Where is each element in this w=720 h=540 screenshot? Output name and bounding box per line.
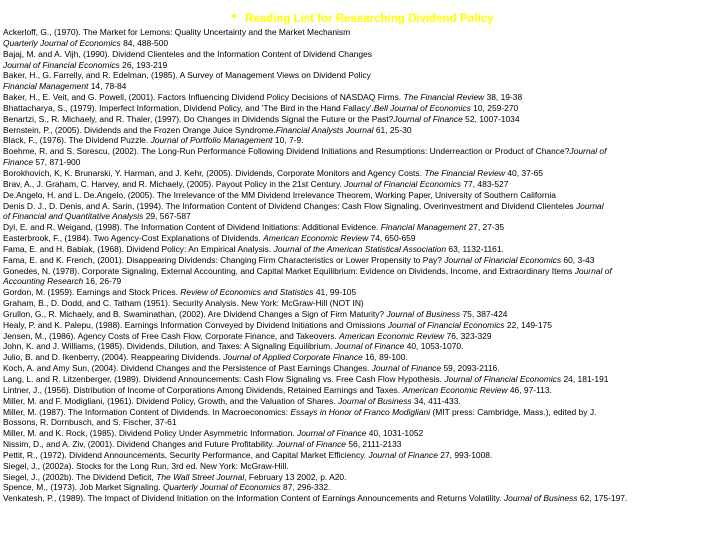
reference-details: 38, 19-38 — [484, 92, 523, 103]
reference-journal: Review of Economics and Statistics — [180, 287, 314, 298]
reference-journal: of Financial and Quantitative Analysis — [3, 211, 144, 222]
reference-details: 40, 37-65 — [504, 167, 543, 178]
reference-line — [3, 396, 720, 407]
reference-line — [3, 309, 720, 320]
reference-text: Baker, H., E. Veit, and G. Powell, (2001). Factors Influencing Dividend Policy Decisions of NASDAQ Firms. — [3, 92, 404, 103]
reference-text: Grullon, G., R. Michaely, and B. Swaminathan, (2002). Are Dividend Changes a Sign of Firm Maturity? — [3, 308, 387, 319]
reference-line — [3, 146, 720, 157]
reference-details: 87, 296-332. — [280, 482, 331, 493]
reference-journal: Journal of — [569, 146, 607, 157]
reference-line — [3, 201, 720, 212]
reference-line — [3, 287, 720, 298]
reference-line — [3, 168, 720, 179]
reference-text: Gordon, M. (1959). Earnings and Stock Prices. — [3, 287, 181, 298]
reference-journal: Journal of Applied Corporate Finance — [223, 352, 363, 363]
reference-text: Healy, P. and K. Palepu, (1988). Earnings Information Conveyed by Dividend Initiations and Omissions — [3, 319, 388, 330]
reference-journal: Financial Management — [3, 81, 89, 92]
reference-journal: American Economic Review — [402, 384, 508, 395]
reference-line — [3, 331, 720, 342]
reference-line — [3, 190, 720, 201]
reference-details: 77, 483-527 — [461, 178, 509, 189]
title-row — [0, 11, 720, 27]
reference-text: Bajaj, M. and A. Vijh, (1990). Dividend Clienteles and the Information Content of Dividend Changes — [3, 48, 372, 59]
reference-text: Lintner, J., (1956). Distribution of Income of Corporations Among Dividends, Retained Earnings and Taxes. — [3, 384, 403, 395]
reference-text: Dyl, E. and R. Weigand, (1998). The Information Content of Dividend Initiations: Additional Evidence. — [3, 222, 381, 233]
reference-journal: Finance — [3, 157, 34, 168]
reference-details: 56, 2111-2133 — [345, 439, 402, 450]
reference-journal: Journal of the American Statistical Association — [273, 243, 447, 254]
reference-text: Miller, M. and F. Modigliani, (1961). Dividend Policy, Growth, and the Valuation of Shares. — [3, 395, 339, 406]
reference-journal: American Economic Review — [263, 233, 369, 244]
reference-details: 24, 181-191 — [561, 374, 609, 384]
reference-details: 61, 25-30 — [373, 124, 412, 135]
reference-details: 63, 1132-1161. — [446, 243, 504, 254]
reference-line — [3, 27, 720, 38]
reference-line — [3, 439, 720, 450]
reference-details: 10, 259-270 — [470, 102, 519, 113]
reference-journal: Journal of Business — [386, 308, 461, 319]
reference-details: (MIT press: Cambridge, Mass.), edited by J. — [430, 406, 597, 417]
reference-text: Miller, M. (1987). The Information Content of Dividends. In Macroeconomics: — [3, 406, 291, 417]
reference-details: 52, 1007-1034 — [462, 113, 520, 124]
reference-text: Julio, B. and D. Ikenberry, (2004). Reappearing Dividends. — [3, 352, 224, 363]
page-title: Reading List for Researching Dividend Policy — [245, 13, 494, 25]
reference-line — [3, 135, 720, 146]
reference-text: Siegel, J., (2002a). Stocks for the Long Run, 3rd ed. New York: McGraw-Hill. — [3, 460, 289, 471]
reference-text: De.Angelo, H. and L. De.Angelo, (2005). The Irrelevance of the MM Dividend Irrelevance Theorem, Working Paper, University of Southern California — [3, 189, 556, 200]
reference-journal: Journal of Finance — [368, 449, 438, 460]
reference-list — [3, 27, 720, 504]
reference-details: 29, 567-587 — [143, 211, 191, 222]
reference-text: Pettit, R., (1972). Dividend Announcements, Security Performance, and Capital Market Efficiency. — [3, 449, 369, 460]
reference-line — [3, 92, 720, 103]
reference-text: Gonedes, N. (1978). Corporate Signaling, External Accounting, and Capital Market Equilibrium: Evidence on Dividends, Income, and Extraordinary Items — [3, 265, 575, 276]
reference-line — [3, 38, 720, 49]
reference-details: 26, 193-219 — [119, 59, 168, 70]
reference-journal: Journal of Financial Economics — [344, 178, 462, 189]
reference-details: 62, 175-197. — [577, 493, 628, 504]
reference-line — [3, 125, 720, 136]
reference-text: Brav, A., J. Graham, C. Harvey, and R. Michaely, (2005). Payout Policy in the 21st Century. — [3, 178, 345, 189]
reference-journal: Journal of Finance — [393, 113, 463, 124]
reference-text: Nissim, D., and A. Ziv, (2001). Dividend Changes and Future Profitability. — [3, 439, 277, 450]
reference-journal: The Financial Review — [424, 167, 505, 178]
reference-details: 16, 89-100. — [362, 352, 408, 363]
reference-text: Siegel, J., (2002b). The Dividend Deficit, — [3, 471, 157, 482]
reference-line — [3, 428, 720, 439]
reference-text: Bhattacharya, S., (1979). Imperfect Information, Dividend Policy, and 'The Bird in the Hand Fallacy'. — [3, 102, 374, 113]
reference-line — [3, 179, 720, 190]
reference-text: Boehme, R. and S. Sorescu, (2002). The Long-Run Performance Following Dividend Initiations and Resumptions: Underreaction or Product of Chance? — [3, 146, 570, 157]
reference-details: 75, 387-424 — [460, 308, 508, 319]
reference-journal: Journal of — [574, 265, 612, 276]
reference-text: Bernstein, P., (2005). Dividends and the Frozen Orange Juice Syndrome. — [3, 124, 276, 135]
reference-line — [3, 472, 720, 483]
reference-details: 22, 149-175 — [504, 319, 552, 330]
reference-text: Fama, E. and H. Babiak, (1968). Dividend Policy: An Empirical Analysis. — [3, 243, 274, 254]
reference-journal: Journal of Business — [338, 395, 412, 406]
reference-line — [3, 341, 720, 352]
reference-text: Jensen, M., (1986). Agency Costs of Free Cash Flow, Corporate Finance, and Takeovers. — [3, 330, 340, 341]
reference-line — [3, 233, 720, 244]
reference-details: 46, 97-113. — [507, 384, 552, 395]
reference-journal: American Economic Review — [339, 330, 445, 341]
reference-details: 59, 2093-2116. — [441, 363, 500, 374]
bullet-icon — [232, 14, 236, 18]
reference-line — [3, 298, 720, 309]
reference-line — [3, 374, 720, 385]
reference-journal: Journal of Financial Economics — [3, 59, 120, 70]
reference-journal: Financial Management — [380, 222, 467, 233]
reference-journal: Journal of Business — [503, 493, 578, 504]
reference-line — [3, 417, 720, 428]
reference-line — [3, 255, 720, 266]
reference-journal: Journal of Financial Economics — [444, 374, 562, 384]
reference-details: , February 13 2002, p. A20. — [244, 471, 347, 482]
reference-details: 74, 650-659 — [368, 233, 416, 244]
reference-journal: Journal of Finance — [334, 341, 405, 352]
reference-details: 84, 488-500 — [120, 37, 169, 48]
reference-details: 41, 99-105 — [313, 287, 357, 298]
reference-text: Miller, M. and K. Rock, (1985). Dividend Policy Under Asymmetric Information. — [3, 428, 298, 439]
reference-text: Fama, E. and K. French, (2001). Disappearing Dividends: Changing Firm Characteristics or Lower Propensity to Pay? — [3, 254, 445, 265]
reference-text: Koch, A. and Amy Sun, (2004). Dividend Changes and the Persistence of Past Earnings Changes. — [3, 363, 372, 374]
reference-line — [3, 385, 720, 396]
reference-text: Denis D. J., D. Denis, and A. Sarin, (1994). The Information Content of Dividend Changes: Cash Flow Signaling, Overinvestment and Dividend Clienteles — [3, 200, 576, 211]
reference-line — [3, 276, 720, 287]
reference-text: Bossons, R. Dornbusch, and S. Fischer, 37-61 — [3, 417, 177, 428]
reference-text: Venkatesh, P., (1989). The Impact of Dividend Initiation on the Information Content of Earnings Announcements and Returns Volatility. — [3, 493, 504, 504]
reference-details: 10, 7-9. — [272, 135, 304, 146]
reference-text: Lang, L. and R. Litzenberger, (1989). Dividend Announcements: Cash Flow Signaling vs. Free Cash Flow Hypothesis. — [3, 374, 445, 384]
reference-journal: Journal of Financial Economics — [444, 254, 562, 265]
reference-text: John, K. and J. Williams, (1985). Dividends, Dilution, and Taxes: A Signaling Equilibrium. — [3, 341, 335, 352]
reference-line — [3, 222, 720, 233]
reference-journal: Journal — [575, 200, 604, 211]
reference-details: 57, 871-900 — [33, 157, 81, 168]
reference-line — [3, 461, 720, 472]
reference-line — [3, 352, 720, 363]
reference-text: Easterbrook, F., (1984). Two Agency-Cost Explanations of Dividends. — [3, 233, 264, 244]
reference-line — [3, 482, 720, 493]
reference-text: Borokhovich, K, K. Brunarski, Y. Harman, and J. Kehr, (2005). Dividends, Corporate Monitors and Agency Costs. — [3, 167, 425, 178]
reference-line — [3, 60, 720, 71]
reference-text: Benartzi, S., R. Michaely, and R. Thaler, (1997). Do Changes in Dividends Signal the Future or the Past? — [3, 113, 394, 124]
reference-text: Black, F., (1976). The Dividend Puzzle. — [3, 135, 151, 146]
reference-journal: Journal of Finance — [297, 428, 367, 439]
reference-line — [3, 320, 720, 331]
reference-journal: Financial Analysts Journal — [275, 124, 374, 135]
reference-journal: The Wall Street Journal — [156, 471, 245, 482]
reference-details: 16, 26-79 — [83, 276, 122, 287]
reference-journal: Quarterly Journal of Economics — [162, 482, 281, 493]
reference-journal: Bell Journal of Economics — [373, 102, 471, 113]
reference-line — [3, 244, 720, 255]
reference-journal: Quarterly Journal of Economics — [3, 37, 121, 48]
reference-line — [3, 363, 720, 374]
reference-details: 14, 78-84 — [88, 81, 127, 92]
reference-line — [3, 450, 720, 461]
reference-details: 27, 993-1008. — [437, 449, 493, 460]
reference-line — [3, 114, 720, 125]
reference-journal: The Financial Review — [403, 92, 485, 103]
reference-line — [3, 81, 720, 92]
reference-line — [3, 266, 720, 277]
reference-line — [3, 70, 720, 81]
reference-line — [3, 49, 720, 60]
reference-line — [3, 493, 720, 504]
reference-text: Graham, B., D. Dodd, and C. Tatham (1951). Security Analysis. New York: McGraw-Hill (NOT IN) — [3, 298, 364, 309]
reference-details: 34, 411-433. — [411, 395, 461, 406]
reference-details: 40, 1053-1070. — [404, 341, 464, 352]
reference-journal: Essays in Honor of Franco Modigliani — [290, 406, 431, 417]
reference-journal: Accounting Research — [3, 276, 84, 287]
reference-details: 60, 3-43 — [561, 254, 595, 265]
reference-journal: Journal of Finance — [276, 439, 346, 450]
reference-text: Ackerloff, G., (1970). The Market for Lemons: Quality Uncertainty and the Market Mechanism — [3, 27, 351, 37]
reference-line — [3, 211, 720, 222]
reference-journal: Journal of Portfolio Management — [150, 135, 273, 146]
reference-journal: Journal of Financial Economics — [387, 319, 505, 330]
reference-line — [3, 157, 720, 168]
reference-details: 27, 27-35 — [466, 222, 505, 233]
reference-details: 40, 1031-1052 — [366, 428, 424, 439]
reference-details: 76, 323-329 — [444, 330, 492, 341]
reference-line — [3, 407, 720, 418]
reference-text: Baker, H., G. Farrelly, and R. Edelman, (1985). A Survey of Management Views on Dividend Policy — [3, 70, 371, 81]
reference-line — [3, 103, 720, 114]
reference-text: Spence, M., (1973). Job Market Signaling. — [3, 482, 163, 493]
reference-journal: Journal of Finance — [371, 363, 442, 374]
